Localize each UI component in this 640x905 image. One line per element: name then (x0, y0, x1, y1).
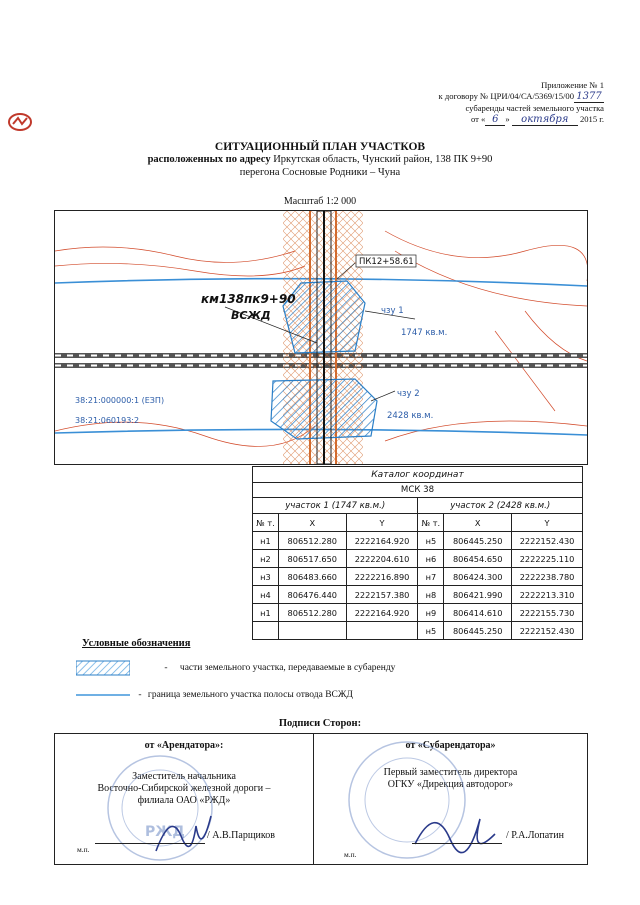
sublessee-position-line-2: ОГКУ «Дирекция автодорог» (387, 779, 514, 790)
catalog-cell: н1 (253, 532, 279, 550)
sublessee-party: от «Субарендатора» (405, 740, 496, 751)
lessor-column (55, 734, 314, 864)
document-title (0, 141, 640, 179)
plan-drawing (55, 211, 587, 464)
km-sub: ВСЖД (231, 309, 271, 322)
legend-dash-1: - (164, 663, 168, 674)
col-y-1: Y (346, 514, 418, 532)
lessor-position-line-3: филиала ОАО «РЖД» (137, 795, 231, 806)
scale-label: Масштаб 1:2 000 (283, 196, 357, 207)
catalog-cell: 2222152.430 (512, 622, 583, 640)
catalog-cell: 2222155.730 (512, 604, 583, 622)
col-x-2: X (444, 514, 512, 532)
hatch-swatch-icon (76, 660, 130, 676)
rzd-logo-mark (8, 112, 32, 132)
catalog-cell: 2222152.430 (512, 532, 583, 550)
signatures-box (54, 733, 588, 865)
catalog-cell: 806445.250 (444, 622, 512, 640)
col-point-1: № т. (253, 514, 279, 532)
appendix-header (439, 80, 604, 126)
lessor-name: / А.В.Парщиков (207, 830, 275, 841)
plot-1-header: участок 1 (1747 кв.м.) (253, 498, 418, 514)
catalog-cell (253, 622, 279, 640)
col-y-2: Y (512, 514, 583, 532)
catalog-cell: н5 (418, 622, 444, 640)
catalog-cell: 806476.440 (278, 586, 346, 604)
catalog-cell: 2222225.110 (512, 550, 583, 568)
table-row (253, 604, 583, 622)
plot-2-area-label: 2428 кв.м. (387, 411, 434, 421)
catalog-cell: н3 (253, 568, 279, 586)
table-row (253, 622, 583, 640)
catalog-cell: н7 (418, 568, 444, 586)
catalog-cell: н1 (253, 604, 279, 622)
signatures-title: Подписи Сторон: (278, 718, 362, 729)
catalog-cell: 2222216.890 (346, 568, 418, 586)
lessor-position-line-2: Восточно-Сибирской железной дороги – (97, 783, 271, 794)
lessor-sign-line (95, 831, 205, 844)
catalog-cell: 806512.280 (278, 604, 346, 622)
coordinate-catalog-table (252, 466, 583, 640)
catalog-cell: 2222164.920 (346, 532, 418, 550)
catalog-cell: 806445.250 (444, 532, 512, 550)
lessor-party: от «Арендатора»: (144, 740, 224, 751)
date-prefix: от « (470, 114, 486, 124)
catalog-cell: 806414.610 (444, 604, 512, 622)
catalog-cell: н8 (418, 586, 444, 604)
sublessee-position-line-1: Первый заместитель директора (383, 767, 518, 778)
catalog-cell: 806454.650 (444, 550, 512, 568)
catalog-cell: 2222157.380 (346, 586, 418, 604)
date-year: 2015 г. (579, 114, 604, 124)
plot-1-label: чзу 1 (381, 306, 404, 316)
catalog-cell (278, 622, 346, 640)
catalog-cell: н2 (253, 550, 279, 568)
catalog-cell: 806512.280 (278, 532, 346, 550)
col-point-2: № т. (418, 514, 444, 532)
sublessee-column (314, 734, 587, 864)
col-x-1: X (278, 514, 346, 532)
title-address (0, 153, 640, 166)
lessor-mp: м.п. (77, 845, 90, 854)
boundary-line-icon (76, 691, 130, 699)
address-label: расположенных по адресу (147, 154, 271, 165)
legend-text-1: части земельного участка, передаваемые в субаренду (179, 663, 396, 674)
catalog-cell: 806421.990 (444, 586, 512, 604)
table-row (253, 550, 583, 568)
contract-suffix: 1377 (574, 91, 604, 103)
address-text: Иркутская область, Чунский район, 138 ПК 9+90 (273, 154, 493, 165)
cadastre-1: 38:21:000000:1 (ЕЗП) (75, 396, 165, 405)
catalog-cell: н5 (418, 532, 444, 550)
sublessee-name: / Р.А.Лопатин (506, 830, 564, 841)
catalog-cell: н6 (418, 550, 444, 568)
cadastre-2: 38:21:060193:2 (75, 416, 140, 425)
legend-text-2: граница земельного участка полосы отвода ВСЖД (147, 690, 353, 700)
contract-number: к договору № ЦРИ/04/СА/5369/15/00 (438, 91, 574, 101)
sublessee-mp: м.п. (344, 850, 357, 859)
catalog-cell: 806483.660 (278, 568, 346, 586)
catalog-cell: 806517.650 (278, 550, 346, 568)
title-heading: СИТУАЦИОННЫЙ ПЛАН УЧАСТКОВ (214, 141, 426, 153)
date-day: 6 (485, 114, 505, 126)
catalog-cell: 806424.300 (444, 568, 512, 586)
plot-2-header: участок 2 (2428 кв.м.) (418, 498, 583, 514)
pk-label: ПК12+58.61 (359, 257, 414, 267)
appendix-number: Приложение № 1 (541, 80, 604, 90)
date-month: октября (512, 114, 578, 126)
plot-2-label: чзу 2 (397, 389, 420, 399)
table-row (253, 568, 583, 586)
catalog-system: МСК 38 (253, 483, 583, 498)
lessor-position-line-1: Заместитель начальника (132, 771, 236, 782)
catalog-cell: 2222204.610 (346, 550, 418, 568)
legend-title: Условные обозначения (82, 638, 191, 649)
table-row (253, 532, 583, 550)
legend-item-hatch (76, 660, 556, 676)
legend-item-boundary (76, 690, 556, 700)
catalog-cell: 2222238.780 (512, 568, 583, 586)
appendix-date (439, 114, 604, 126)
legend-dash-2: - (138, 690, 142, 700)
plot-1-area-label: 1747 кв.м. (401, 328, 448, 338)
catalog-cell: 2222213.310 (512, 586, 583, 604)
sublessee-sign-line (412, 831, 502, 844)
table-row (253, 586, 583, 604)
catalog-cell: 2222164.920 (346, 604, 418, 622)
svg-text:РЖД: РЖД (145, 824, 185, 840)
title-stretch: перегона Сосновые Родники – Чуна (239, 167, 401, 178)
catalog-title: Каталог координат (253, 467, 583, 483)
situation-plan (54, 210, 588, 465)
appendix-subject: субаренды частей земельного участка (465, 103, 604, 113)
catalog-cell: н4 (253, 586, 279, 604)
appendix-contract (439, 91, 604, 103)
catalog-cell: н9 (418, 604, 444, 622)
km-label: км138пк9+90 (201, 292, 296, 306)
date-mid: » (505, 114, 510, 124)
catalog-cell (346, 622, 418, 640)
